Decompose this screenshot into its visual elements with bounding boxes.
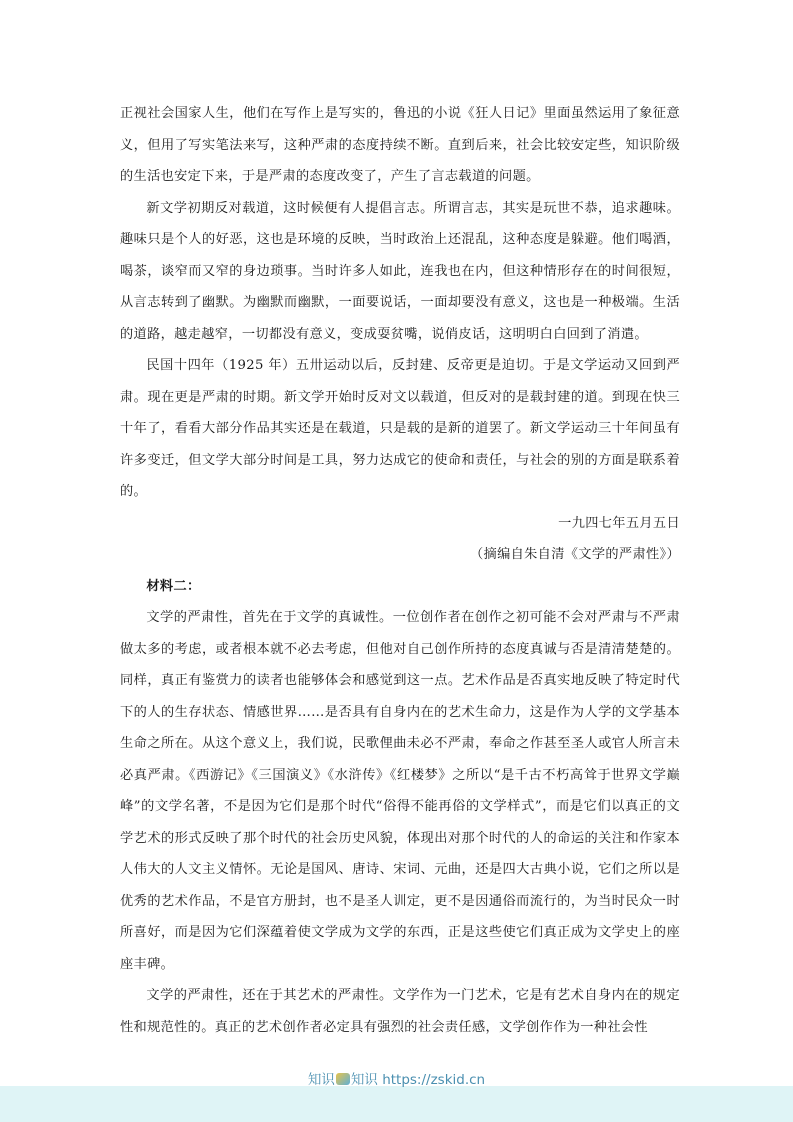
material-two-paragraph-2: 文学的严肃性，还在于其艺术的严肃性。文学作为一门艺术，它是有艺术自身内在的规定性和规范性的。真正的艺术创作者必定具有强烈的社会责任感，文学创作作为一种社会性 xyxy=(120,988,680,1035)
material-two-heading: 材料二： xyxy=(146,578,201,594)
paragraph-1: 正视社会国家人生，他们在写作上是写实的，鲁迅的小说《狂人日记》里面虽然运用了象征意义，但用了写实笔法来写，这种严肃的态度持续不断。直到后来，社会比较安定些，知识阶级的生活也安定下来，于是严肃的态度改变了，产生了言志载道的问题。 xyxy=(120,106,680,184)
document-body xyxy=(120,98,680,1043)
paragraph-3: 民国十四年（1925 年）五卅运动以后，反封建、反帝更是迫切。于是文学运动又回到严肃。现在更是严肃的时期。新文学开始时反对文以载道，但反对的是载封建的道。到现在快三十年了，看看大部分作品其实还是在载道，只是载的是新的道罢了。新文学运动三十年间虽有许多变迁，但文学大部分时间是工具，努力达成它的使命和责任，与社会的别的方面是联系着的。 xyxy=(120,358,680,499)
footer-brand-left: 知识 xyxy=(307,1072,335,1088)
article-date: 一九四七年五月五日 xyxy=(558,515,680,531)
footer-url[interactable]: https://zskid.cn xyxy=(382,1072,486,1088)
paragraph-2: 新文学初期反对载道，这时候便有人提倡言志。所谓言志，其实是玩世不恭，追求趣味。趣味只是个人的好恶，这也是环境的反映，当时政治上还混乱，这种态度是躲避。他们喝酒，喝茶，谈窄而又窄的身边琐事。当时许多人如此，连我也在内，但这种情形存在的时间很短，从言志转到了幽默。为幽默而幽默，一面要说话，一面却要没有意义，这也是一种极端。生活的道路，越走越窄，一切都没有意义，变成耍贫嘴，说俏皮话，这明明白白回到了消遣。 xyxy=(120,200,680,342)
logo-icon xyxy=(336,1073,350,1085)
material-two-paragraph-1: 文学的严肃性，首先在于文学的真诚性。一位创作者在创作之初可能不会对严肃与不严肃做太多的考虑，或者根本就不必去考虑，但他对自己创作所持的态度真诚与否是清清楚楚的。同样，真正有鉴赏力的读者也能够体会和感觉到这一点。艺术作品是否真实地反映了特定时代下的人的生存状态、情感世界……是否具有自身内在的艺术生命力，这是作为人学的文学基本生命之所在。从这个意义上，我们说，民歌俚曲未必不严肃，奉命之作甚至圣人或官人所言未必真严肃。《西游记》《三国演义》《水浒传》《红楼梦》之所以“是千古不朽高耸于世界文学巅峰”的文学名著，不是因为它们是那个时代“俗得不能再俗的文学样式”，而是它们以真正的文学艺术的形式反映了那个时代的社会历史风貌，体现出对那个时代的人的命运的关注和作家本人伟大的人文主义情怀。无论是国风、唐诗、宋词、元曲，还是四大古典小说，它们之所以是优秀的艺术作品，不是官方册封，也不是圣人训定，更不是因通俗而流行的，为当时民众一时所喜好，而是因为它们深蕴着使文学成为文学的东西，正是这些使它们真正成为文学史上的座座丰碑。 xyxy=(120,610,680,972)
footer-watermark[interactable] xyxy=(0,1067,793,1093)
footer-brand-right: 知识 xyxy=(350,1072,378,1088)
article-source: （摘编自朱自清《文学的严肃性》） xyxy=(470,547,680,562)
